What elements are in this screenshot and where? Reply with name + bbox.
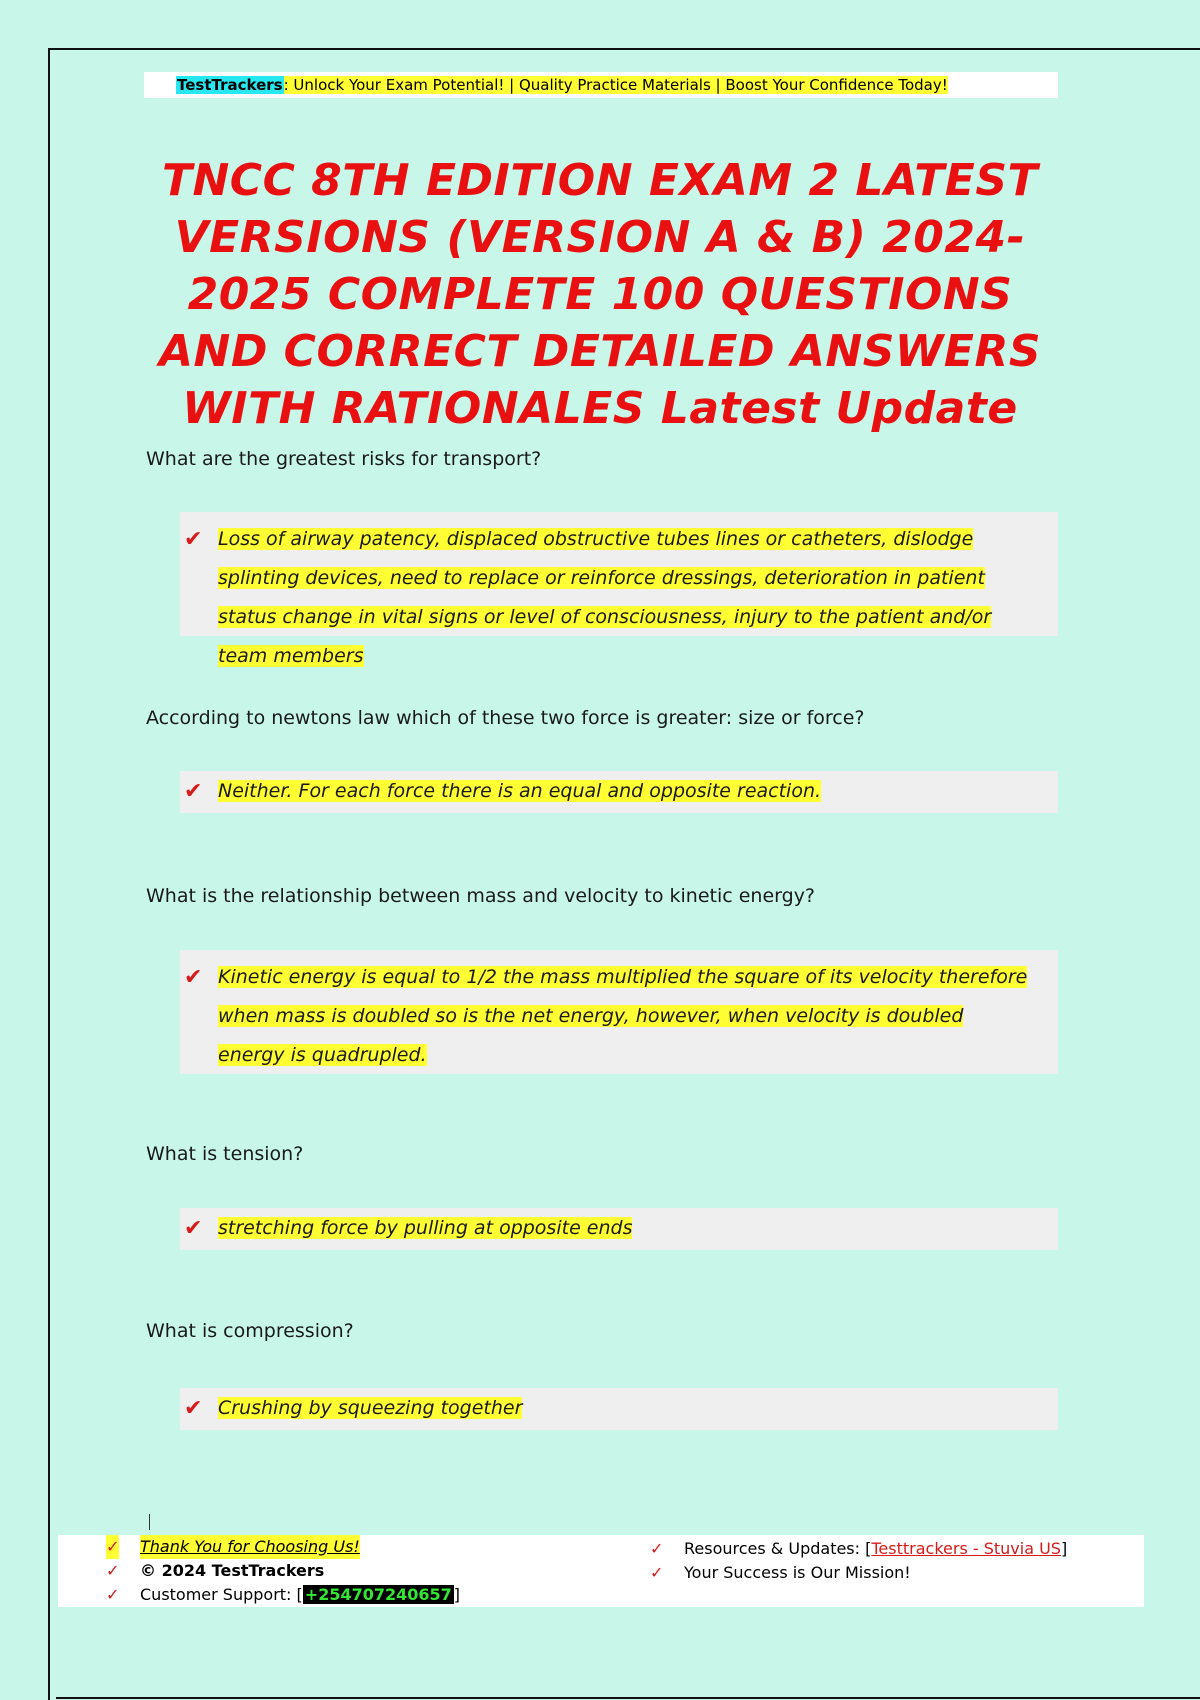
answer-3-text: Kinetic energy is equal to 1/2 the mass multiplied the square of its velocity therefore when mass is doubled so is the net energy, however, when velocity is doubled energy is quadrupled. bbox=[218, 966, 1028, 1066]
support-phone[interactable]: +254707240657 bbox=[304, 1585, 452, 1604]
check-icon: ✔ bbox=[184, 1396, 203, 1421]
answer-2 bbox=[180, 771, 1058, 813]
resources-link[interactable]: Testtrackers - Stuvia US bbox=[871, 1539, 1061, 1558]
check-icon: ✔ bbox=[184, 527, 203, 552]
question-4: What is tension? bbox=[146, 1143, 304, 1165]
footer-resources bbox=[684, 1537, 1067, 1561]
question-1: What are the greatest risks for transport? bbox=[146, 448, 542, 470]
answer-5-text: Crushing by squeezing together bbox=[218, 1397, 523, 1419]
answer-5 bbox=[180, 1388, 1058, 1430]
tick-icon: ✓ bbox=[650, 1539, 664, 1558]
answer-4 bbox=[180, 1208, 1058, 1250]
answer-4-text: stretching force by pulling at opposite ends bbox=[218, 1217, 633, 1239]
footer-support bbox=[140, 1583, 460, 1607]
header-banner bbox=[144, 72, 1058, 98]
question-3: What is the relationship between mass and velocity to kinetic energy? bbox=[146, 885, 816, 907]
tick-icon: ✓ bbox=[106, 1561, 120, 1580]
check-icon: ✔ bbox=[184, 1216, 203, 1241]
check-icon: ✔ bbox=[184, 779, 203, 804]
question-2: According to newtons law which of these two force is greater: size or force? bbox=[146, 707, 865, 729]
answer-1 bbox=[180, 512, 1058, 667]
document-title: TNCC 8TH EDITION EXAM 2 LATEST VERSIONS (VERSION A & B) 2024-2025 COMPLETE 100 QUESTIONS AND CORRECT DETAILED ANSWERS WITH RATIONALES Latest Update bbox=[158, 155, 1042, 434]
footer-mission: Your Success is Our Mission! bbox=[684, 1563, 911, 1582]
resources-close: ] bbox=[1060, 1539, 1068, 1558]
support-label: Customer Support: [ bbox=[140, 1585, 303, 1604]
footer bbox=[58, 1535, 1144, 1607]
tick-icon: ✓ bbox=[106, 1585, 120, 1604]
brand-name: TestTrackers bbox=[177, 76, 283, 94]
tick-icon: ✓ bbox=[650, 1563, 664, 1582]
tick-icon: ✓ bbox=[106, 1535, 119, 1559]
resources-label: Resources & Updates: [ bbox=[684, 1539, 872, 1558]
text-cursor bbox=[149, 1514, 150, 1530]
banner-tagline: : Unlock Your Exam Potential! | Quality Practice Materials | Boost Your Confidence Today! bbox=[283, 76, 948, 94]
footer-thanks: Thank You for Choosing Us! bbox=[140, 1535, 360, 1559]
footer-copyright: © 2024 TestTrackers bbox=[140, 1561, 325, 1580]
answer-3 bbox=[180, 950, 1058, 1074]
bottom-rule bbox=[56, 1697, 1200, 1699]
answer-2-text: Neither. For each force there is an equal and opposite reaction. bbox=[218, 780, 822, 802]
check-icon: ✔ bbox=[184, 965, 203, 990]
support-close: ] bbox=[453, 1585, 461, 1604]
answer-1-text: Loss of airway patency, displaced obstructive tubes lines or catheters, dislodge splinting devices, need to replace or reinforce dressings, deterioration in patient status change in vital signs or level of consciousness, injury to the patient and/or team members bbox=[218, 528, 992, 667]
question-5: What is compression? bbox=[146, 1320, 354, 1342]
